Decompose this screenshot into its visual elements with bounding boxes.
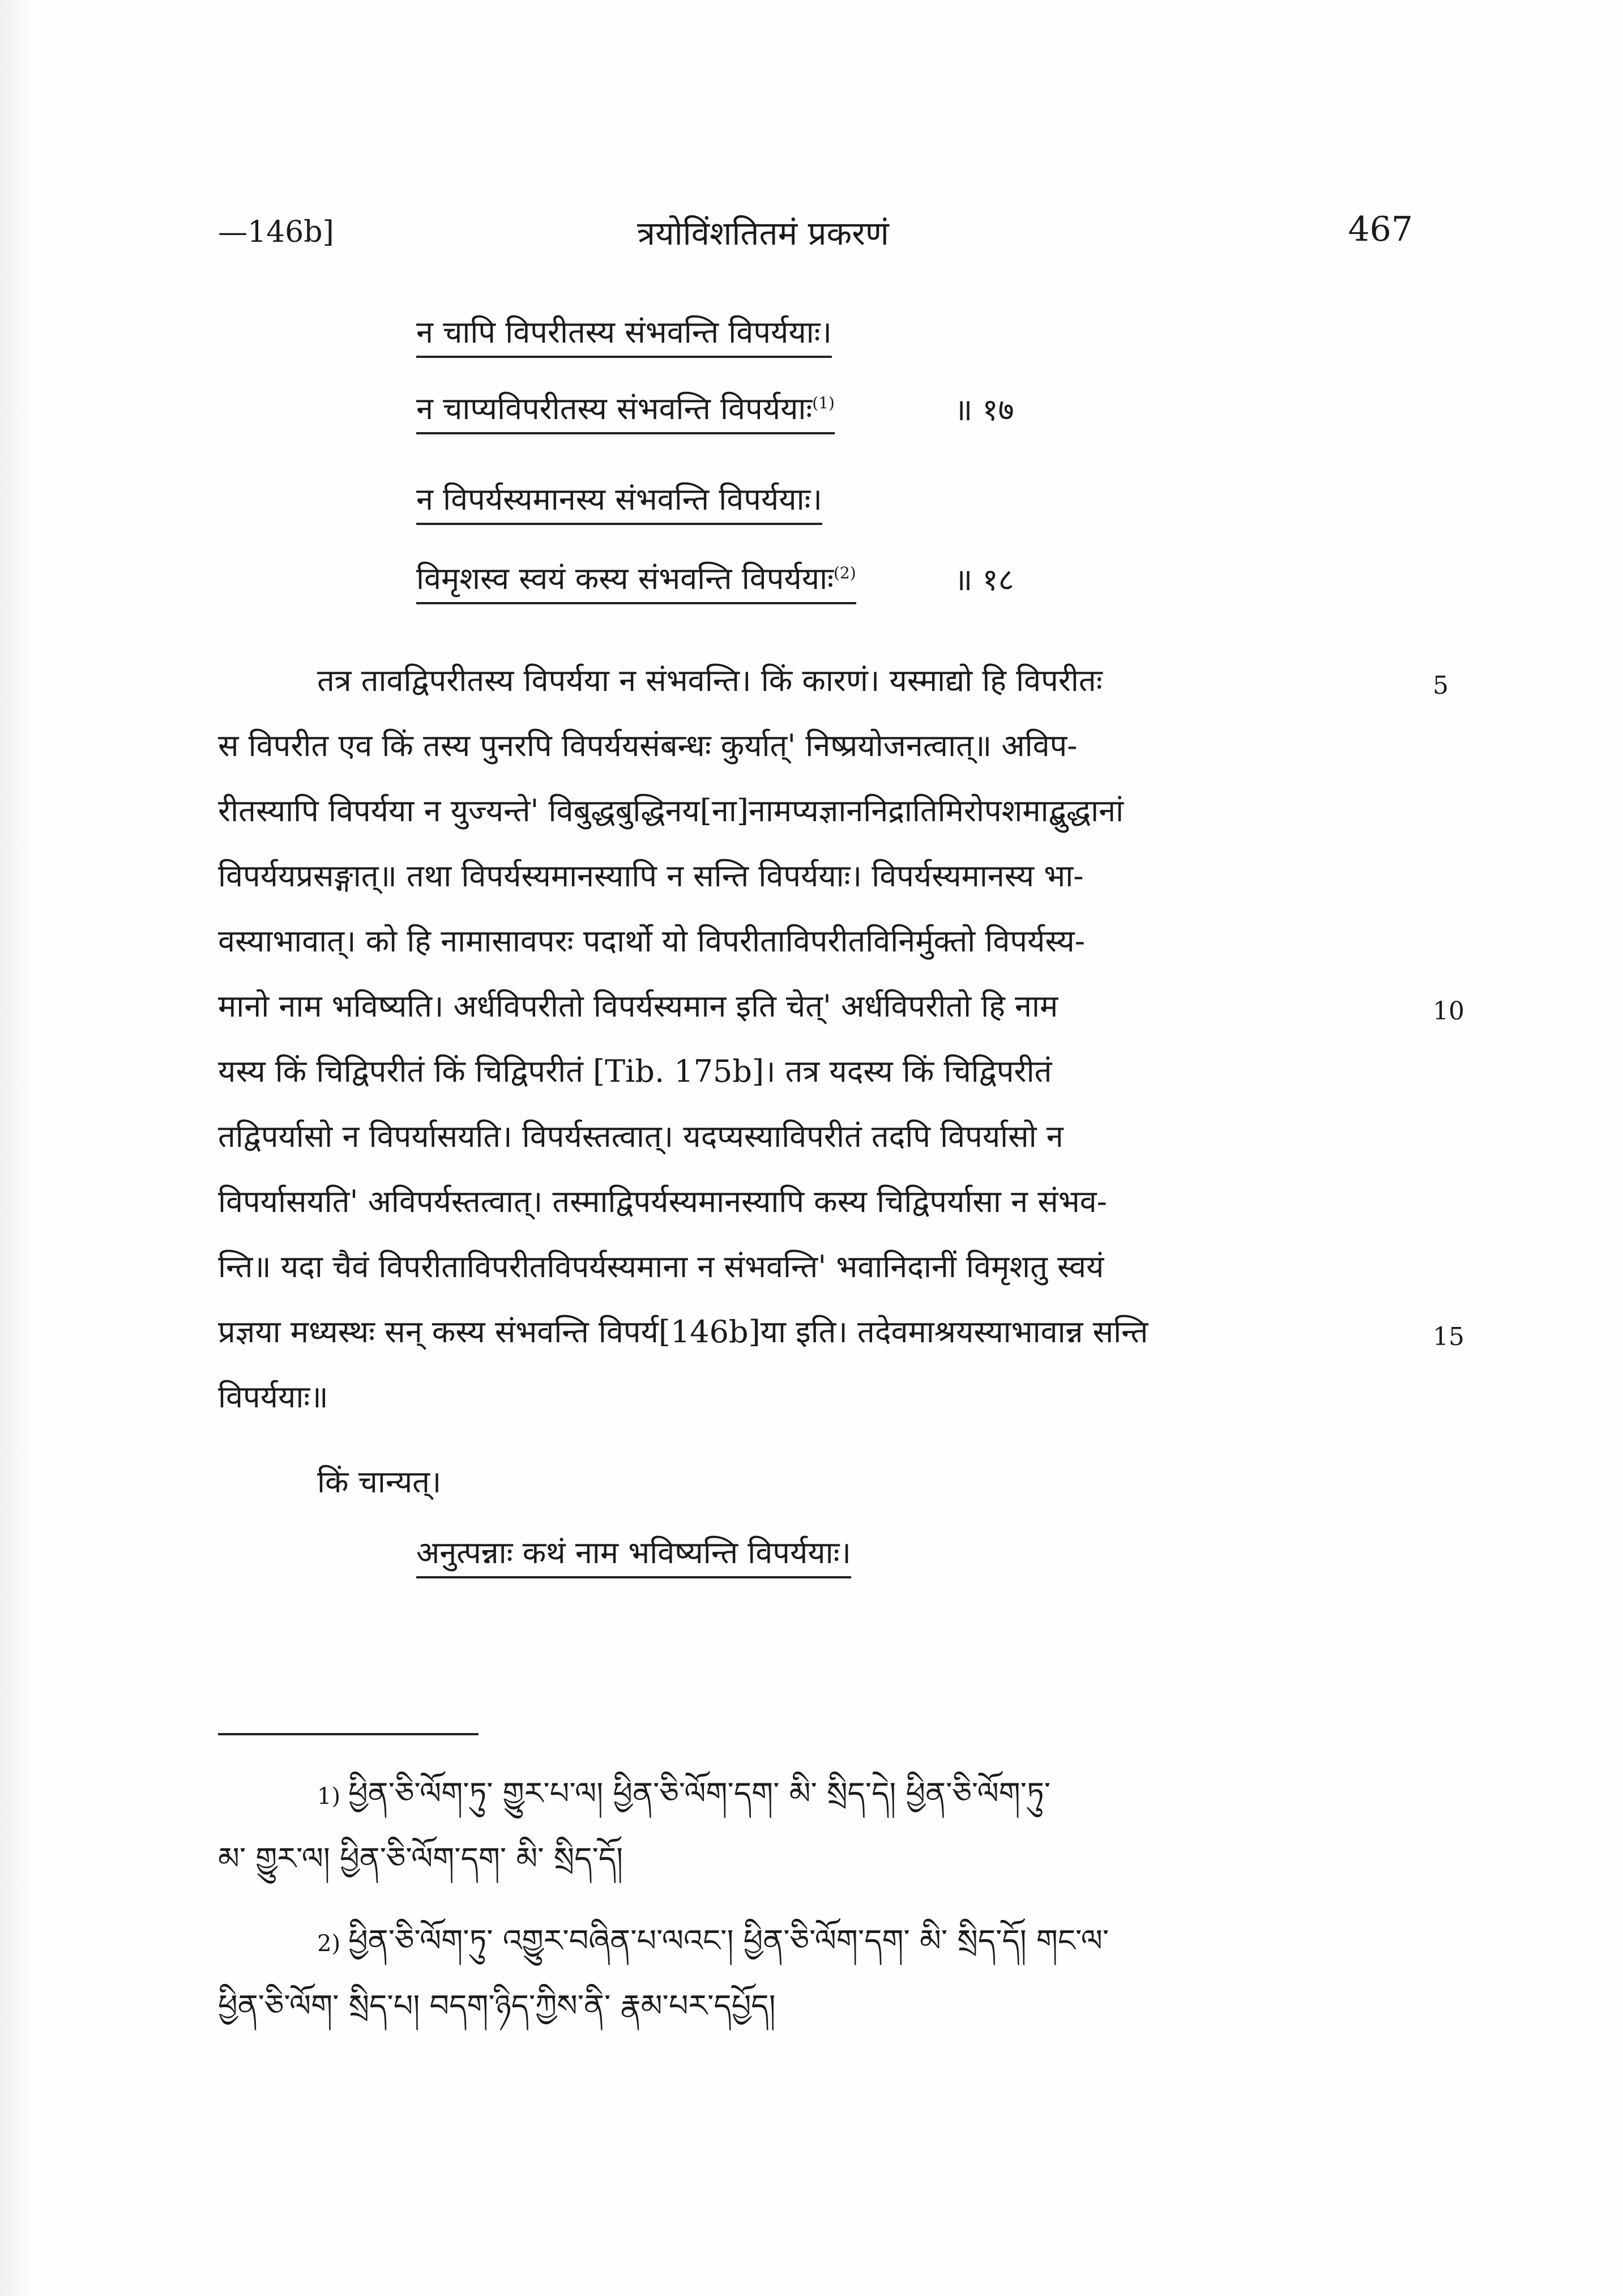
scan-edge — [0, 0, 34, 2296]
footnote-number: 2) — [317, 1931, 341, 1957]
line-number: 15 — [1433, 1322, 1464, 1351]
footnote — [317, 1923, 1109, 1958]
verse-number: ॥ १७ — [954, 392, 1014, 428]
prose-line: विपर्ययप्रसङ्गात्॥ तथा विपर्यस्यमानस्यापि न सन्ति विपर्ययाः। विपर्यस्यमानस्य भा- — [218, 858, 1084, 894]
prose-line: वस्याभावात्। को हि नामासावपरः पदार्थो यो विपरीताविपरीतविनिर्मुक्तो विपर्यस्य- — [218, 923, 1085, 959]
footnote-number: 1) — [317, 1783, 341, 1810]
folio-reference: —146b] — [218, 215, 334, 249]
footnote-text: ཕྱིན་ཅི་ལོག་ཏུ་ འགྱུར་བཞིན་པ་ལའང་། ཕྱིན་ཅི་ལོག་དག་ མི་ སྲིད་དོ། གང་ལ་ — [348, 1923, 1109, 1958]
prose-line: रीतस्यापि विपर्यया न युज्यन्ते' विबुद्धबुद्धिनय[ना]नामप्यज्ञाननिद्रातिमिरोपशमाद्बुद्धानां — [218, 793, 1124, 829]
verse-text: न विपर्यस्यमानस्य संभवन्ति विपर्ययाः। — [416, 481, 822, 517]
prose-line: विपर्यासयति' अविपर्यस्तत्वात्। तस्माद्विपर्यस्यमानस्यापि कस्य चिद्विपर्यासा न संभव- — [218, 1184, 1107, 1219]
footnote-marker: (1) — [812, 394, 835, 412]
footnote-rule — [218, 1733, 479, 1735]
verse-text: अनुत्पन्नाः कथं नाम भविष्यन्ति विपर्ययाः। — [416, 1535, 851, 1571]
verse-line — [416, 561, 856, 604]
footnote — [317, 1778, 1050, 1809]
prose-line: प्रज्ञया मध्यस्थः सन् कस्य संभवन्ति विपर्य[146b]या इति। तदेवमाश्रयस्याभावान्न सन्ति — [218, 1314, 1148, 1350]
line-number: 10 — [1433, 997, 1464, 1026]
prose-line: न्ति॥ यदा चैवं विपरीताविपरीतविपर्यस्यमाना न संभवन्ति' भवानिदानीं विमृशतु स्वयं — [218, 1249, 1104, 1284]
verse-number: ॥ १८ — [954, 562, 1014, 598]
footnote-continuation: མ་ གྱུར་ལ། ཕྱིན་ཅི་ལོག་དག་ མི་ སྲིད་དོ། — [218, 1841, 623, 1876]
prose-line: विपर्ययाः॥ — [218, 1379, 328, 1415]
verse-text: न चाप्यविपरीतस्य संभवन्ति विपर्ययाः — [416, 391, 813, 426]
verse-text: विमृशस्व स्वयं कस्य संभवन्ति विपर्ययाः — [416, 561, 834, 596]
line-number: 5 — [1433, 671, 1449, 700]
verse-line — [416, 391, 835, 434]
prose-line: यस्य किं चिद्विपरीतं किं चिद्विपरीतं [Tib. 175b]। तत्र यदस्य किं चिद्विपरीतं — [218, 1053, 1052, 1089]
verse-line — [416, 314, 832, 358]
prose-line: तत्र तावद्विपरीतस्य विपर्यया न संभवन्ति। किं कारणं। यस्माद्यो हि विपरीतः — [317, 663, 1103, 698]
page-header — [218, 210, 1413, 261]
page-number: 467 — [1348, 210, 1413, 249]
verse-line — [416, 481, 822, 525]
prose-line: स विपरीत एव किं तस्य पुनरपि विपर्ययसंबन्धः कुर्यात्' निष्प्रयोजनत्वात्॥ अविप- — [218, 728, 1078, 763]
prose-line: मानो नाम भविष्यति। अर्धविपरीतो विपर्यस्यमान इति चेत्' अर्धविपरीतो हि नाम — [218, 988, 1058, 1024]
footnote-continuation: ཕྱིན་ཅི་ལོག་ སྲིད་པ། བདག་ཉིད་ཀྱིས་ནི་ རྣམ་པར་དཔྱོད། — [218, 1988, 776, 2024]
question-line: किं चान्यत्। — [317, 1464, 442, 1500]
footnote-marker: (2) — [833, 564, 856, 582]
verse-line — [416, 1535, 851, 1578]
prose-line: तद्विपर्यासो न विपर्यासयति। विपर्यस्तत्वात्। यदप्यस्याविपरीतं तदपि विपर्यासो न — [218, 1119, 1064, 1154]
footnote-text: ཕྱིན་ཅི་ལོག་ཏུ་ གྱུར་པ་ལ། ཕྱིན་ཅི་ལོག་དག་ མི་ སྲིད་དེ། ཕྱིན་ཅི་ལོག་ཏུ་ — [348, 1776, 1051, 1811]
running-title: त्रयोविंशतितमं प्रकरणं — [637, 214, 889, 253]
verse-text: न चापि विपरीतस्य संभवन्ति विपर्ययाः। — [416, 314, 832, 350]
